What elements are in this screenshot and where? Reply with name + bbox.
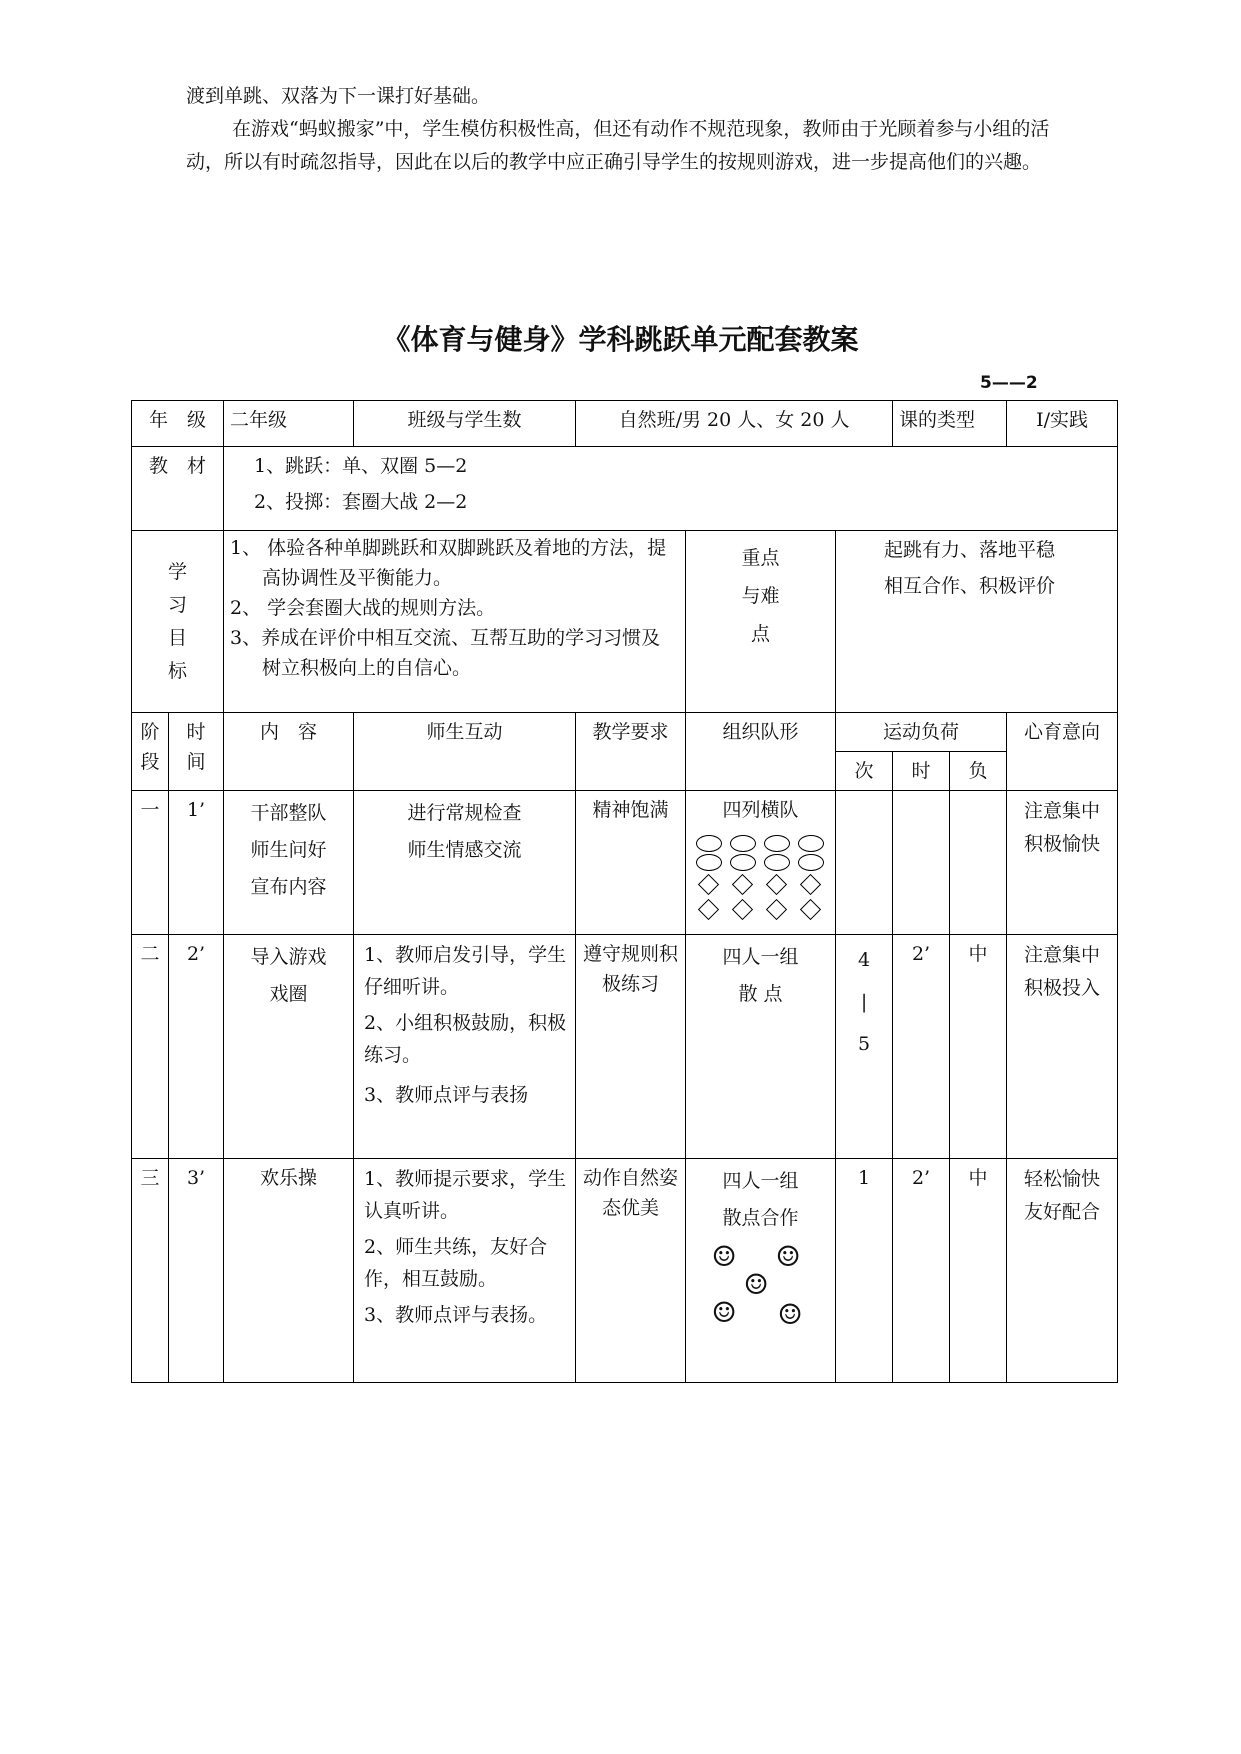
times-line: | [860,991,868,1013]
class-value: 自然班/男 20 人、女 20 人 [576,401,893,447]
intro-line: 渡到单跳、双落为下一课打好基础。 [186,85,491,107]
interaction-line: 师生情感交流 [407,839,522,861]
smiley-icon: ☺ [775,1240,801,1273]
row-content [224,1159,354,1383]
times-line: 5 [857,1033,871,1055]
content-line: 戏圈 [269,983,308,1005]
row-requirement: 精神饱满 [576,791,686,935]
content-line: 师生问好 [250,839,327,861]
psych-line: 积极投入 [1024,977,1101,999]
student-diamond [799,874,820,895]
col-formation: 组织队形 [686,713,836,791]
psych-line: 友好配合 [1024,1201,1101,1223]
smiley-icon: ☺ [711,1296,737,1329]
intro-text [186,80,1066,179]
table-row [132,1159,1118,1383]
psych-line: 注意集中 [1024,944,1101,966]
formation-diagram [692,835,829,921]
student-oval [764,835,790,852]
content-line: 宣布内容 [250,876,327,898]
objective-item: 1、 体验各种单脚跳跃和双脚跳跃及着地的方法，提高协调性及平衡能力。 [230,537,667,589]
col-load-times: 次 [836,752,893,791]
row-psych [1007,791,1118,935]
student-oval [798,835,824,852]
row-duration [893,791,950,935]
formation-line: 四人一组 [722,946,799,968]
key-points-label-text: 重点与难点 [741,547,780,645]
formation-line: 四人一组 [722,1170,799,1192]
formation-label: 四列横队 [722,799,799,821]
interaction-line: 2、师生共练，友好合作，相互鼓励。 [364,1236,548,1290]
interaction-line: 3、教师点评与表扬。 [364,1304,548,1326]
row-formation [686,1159,836,1383]
type-label: 课的类型 [893,401,1007,447]
grade-value: 二年级 [224,401,354,447]
row-formation [686,935,836,1159]
student-oval [764,854,790,871]
materials-item: 1、跳跃：单、双圈 5—2 [254,455,468,477]
lesson-plan-table [131,400,1118,1383]
col-stage-text: 阶段 [140,721,160,773]
col-requirement: 教学要求 [576,713,686,791]
smiley-icon: ☺ [777,1298,803,1331]
row-psych [1007,1159,1118,1383]
col-load-intensity: 负 [950,752,1007,791]
interaction-line: 1、教师提示要求，学生认真听讲。 [364,1168,567,1222]
interaction-line: 进行常规检查 [407,802,522,824]
row-psych [1007,935,1118,1159]
psych-line: 积极愉快 [1024,833,1101,855]
grade-label: 年 级 [132,401,224,447]
interaction-line: 2、小组积极鼓励，积极练习。 [364,1012,567,1066]
row-stage: 三 [132,1159,169,1383]
row-interaction [354,1159,576,1383]
psych-line: 轻松愉快 [1024,1168,1101,1190]
scatter-formation-diagram [706,1240,816,1333]
row-intensity: 中 [950,1159,1007,1383]
student-diamond [765,874,786,895]
row-time: 3’ [169,1159,224,1383]
class-label: 班级与学生数 [354,401,576,447]
objective-item: 2、 学会套圈大战的规则方法。 [230,597,496,619]
materials-label: 教 材 [132,447,224,531]
col-load-time: 时 [893,752,950,791]
content-line: 干部整队 [250,802,327,824]
row-duration: 2’ [893,1159,950,1383]
objectives-label [132,531,224,713]
content-line: 欢乐操 [260,1167,318,1189]
formation-line: 散点合作 [722,1207,799,1229]
student-diamond [765,899,786,920]
student-diamond [731,899,752,920]
student-oval [696,854,722,871]
row-interaction [354,935,576,1159]
col-interaction: 师生互动 [354,713,576,791]
content-line: 导入游戏 [250,946,327,968]
student-diamond [697,874,718,895]
row-requirement: 遵守规则积极练习 [576,935,686,1159]
row-times [836,935,893,1159]
key-points-list [836,531,1118,713]
times-line: 4 [857,949,871,971]
row-requirement: 动作自然姿态优美 [576,1159,686,1383]
student-diamond [799,899,820,920]
student-oval [696,835,722,852]
col-load: 运动负荷 [836,713,1007,752]
type-value: Ⅰ/实践 [1007,401,1118,447]
psych-line: 注意集中 [1024,800,1101,822]
col-psych: 心育意向 [1007,713,1118,791]
intro-paragraph: 在游戏“蚂蚁搬家”中，学生模仿积极性高，但还有动作不规范现象，教师由于光顾着参与小组的活动，所以有时疏忽指导，因此在以后的教学中应正确引导学生的按规则游戏，进一步提高他们的兴趣。 [186,118,1050,173]
row-duration: 2’ [893,935,950,1159]
student-oval [730,835,756,852]
row-interaction [354,791,576,935]
student-oval [798,854,824,871]
student-diamond [697,899,718,920]
col-time-text: 时间 [186,721,206,773]
key-points-label [686,531,836,713]
row-stage: 一 [132,791,169,935]
row-content [224,935,354,1159]
student-oval [730,854,756,871]
row-content [224,791,354,935]
row-intensity [950,791,1007,935]
smiley-icon: ☺ [711,1240,737,1273]
col-time [169,713,224,791]
formation-line: 散 点 [738,983,783,1005]
document-title: 《体育与健身》学科跳跃单元配套教案 [382,323,859,356]
interaction-line: 1、教师启发引导，学生仔细听讲。 [364,944,567,998]
row-times: 1 [836,1159,893,1383]
materials-item: 2、投掷：套圈大战 2—2 [254,491,468,513]
student-diamond [731,874,752,895]
table-row [132,935,1118,1159]
lesson-code: 5——2 [980,373,1038,393]
objective-item: 3、养成在评价中相互交流、互帮互助的学习习惯及树立积极向上的自信心。 [230,627,661,679]
row-time: 1’ [169,791,224,935]
key-point-item: 起跳有力、落地平稳 [884,539,1056,561]
objectives-list [224,531,686,713]
row-stage: 二 [132,935,169,1159]
materials-list [224,447,1118,531]
col-stage [132,713,169,791]
smiley-icon: ☺ [743,1268,769,1301]
row-intensity: 中 [950,935,1007,1159]
objectives-label-text: 学习目标 [167,560,187,682]
key-point-item: 相互合作、积极评价 [884,575,1056,597]
row-formation [686,791,836,935]
row-time: 2’ [169,935,224,1159]
interaction-line: 3、教师点评与表扬 [364,1084,529,1106]
row-times [836,791,893,935]
col-content: 内 容 [224,713,354,791]
table-row [132,791,1118,935]
